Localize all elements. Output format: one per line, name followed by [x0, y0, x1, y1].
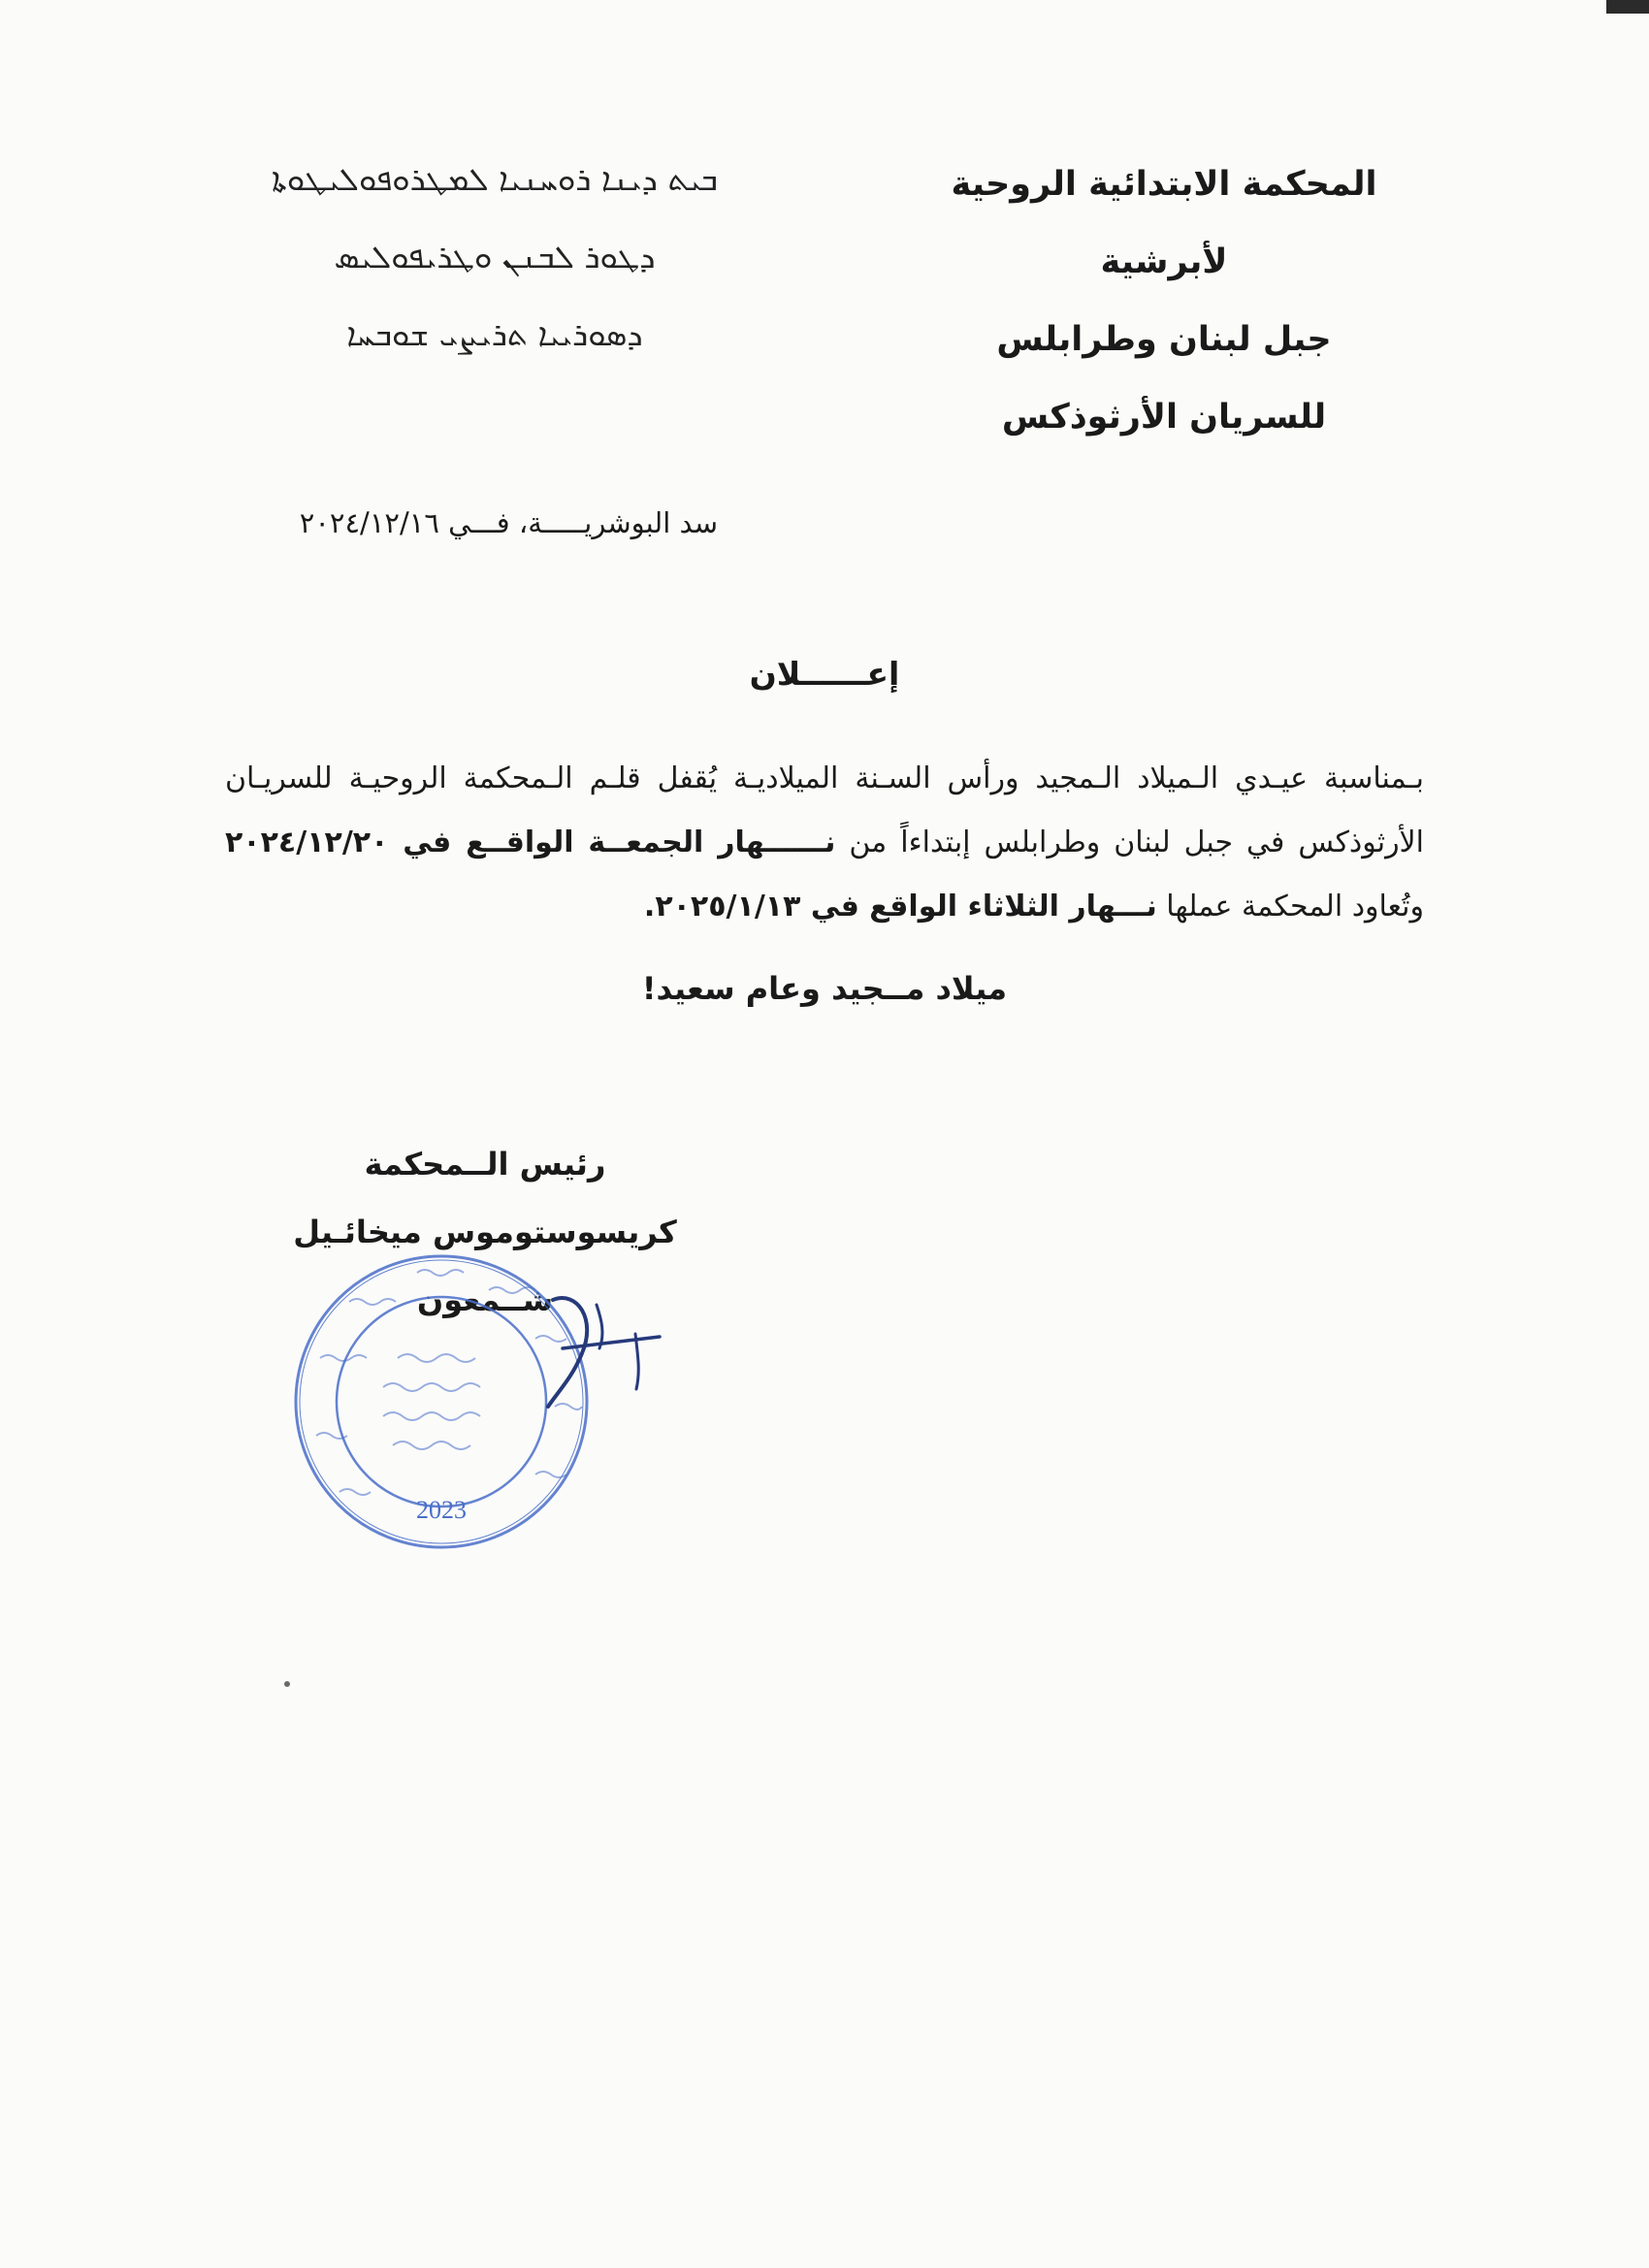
holiday-greeting: ميلاد مــجيد وعام سعيد!: [641, 970, 1008, 1007]
body-text-reopening-date: نـــهار الثلاثاء الواقع في ٢٠٢٥/١/١٣.: [643, 890, 1157, 923]
court-name-line-3: للسريان الأرثوذكس: [1001, 398, 1327, 437]
paper-speck: [284, 1681, 290, 1687]
body-text-closing-date: نــــــهار الجمعــة الواقــع في ٢٠٢٤/١٢/٢٠: [225, 826, 836, 859]
announcement-body: [225, 747, 1424, 939]
court-name-line-2: جبل لبنان وطرابلس: [996, 320, 1332, 359]
body-text-part-1: بـمناسبة عيـدي الـميلاد الـمجيد ورأس السـنة الميلاديـة يُقفل قلـم الـمحكمة الروحيـة للسريـان الأرثوذكس في جبل لبنان وطرابلس إبتداءاً من: [225, 761, 1424, 859]
handwritten-signature: [543, 1280, 669, 1416]
stamp-year: 2023: [416, 1496, 467, 1524]
scan-edge-mark: [1606, 0, 1649, 14]
signatory-name: كريسوستوموس ميخائـيل شــمعون: [293, 1214, 677, 1318]
court-name-syriac: [233, 141, 757, 373]
announcement-title: إعــــــلان: [749, 655, 900, 693]
court-name-line-1: المحكمة الابتدائية الروحية لأبرشية: [951, 165, 1377, 281]
signatory-title: رئيس الــمحكمة: [364, 1146, 606, 1183]
court-name-syriac-line-3: ܕܣܘܪܝܝܐ ܬܪܝܨܝ ܫܘܒܚܐ: [346, 315, 643, 353]
place-and-date: سد البوشريـــــة، فـــي ٢٠٢٤/١٢/١٦: [299, 506, 718, 539]
court-name-syriac-line-1: ܒܝܬ ܕܝܢܐ ܪܘܚܢܝܐ ܠܡܛܪܘܦܘܠܝܛܘܬܐ: [272, 160, 718, 198]
court-name-syriac-line-2: ܕܛܘܪ ܠܒܢܢ ܘܛܪܝܦܘܠܝܣ: [334, 238, 656, 275]
court-name-arabic: [892, 146, 1436, 456]
body-text-part-2: وتُعاود المحكمة عملها: [1156, 890, 1424, 923]
